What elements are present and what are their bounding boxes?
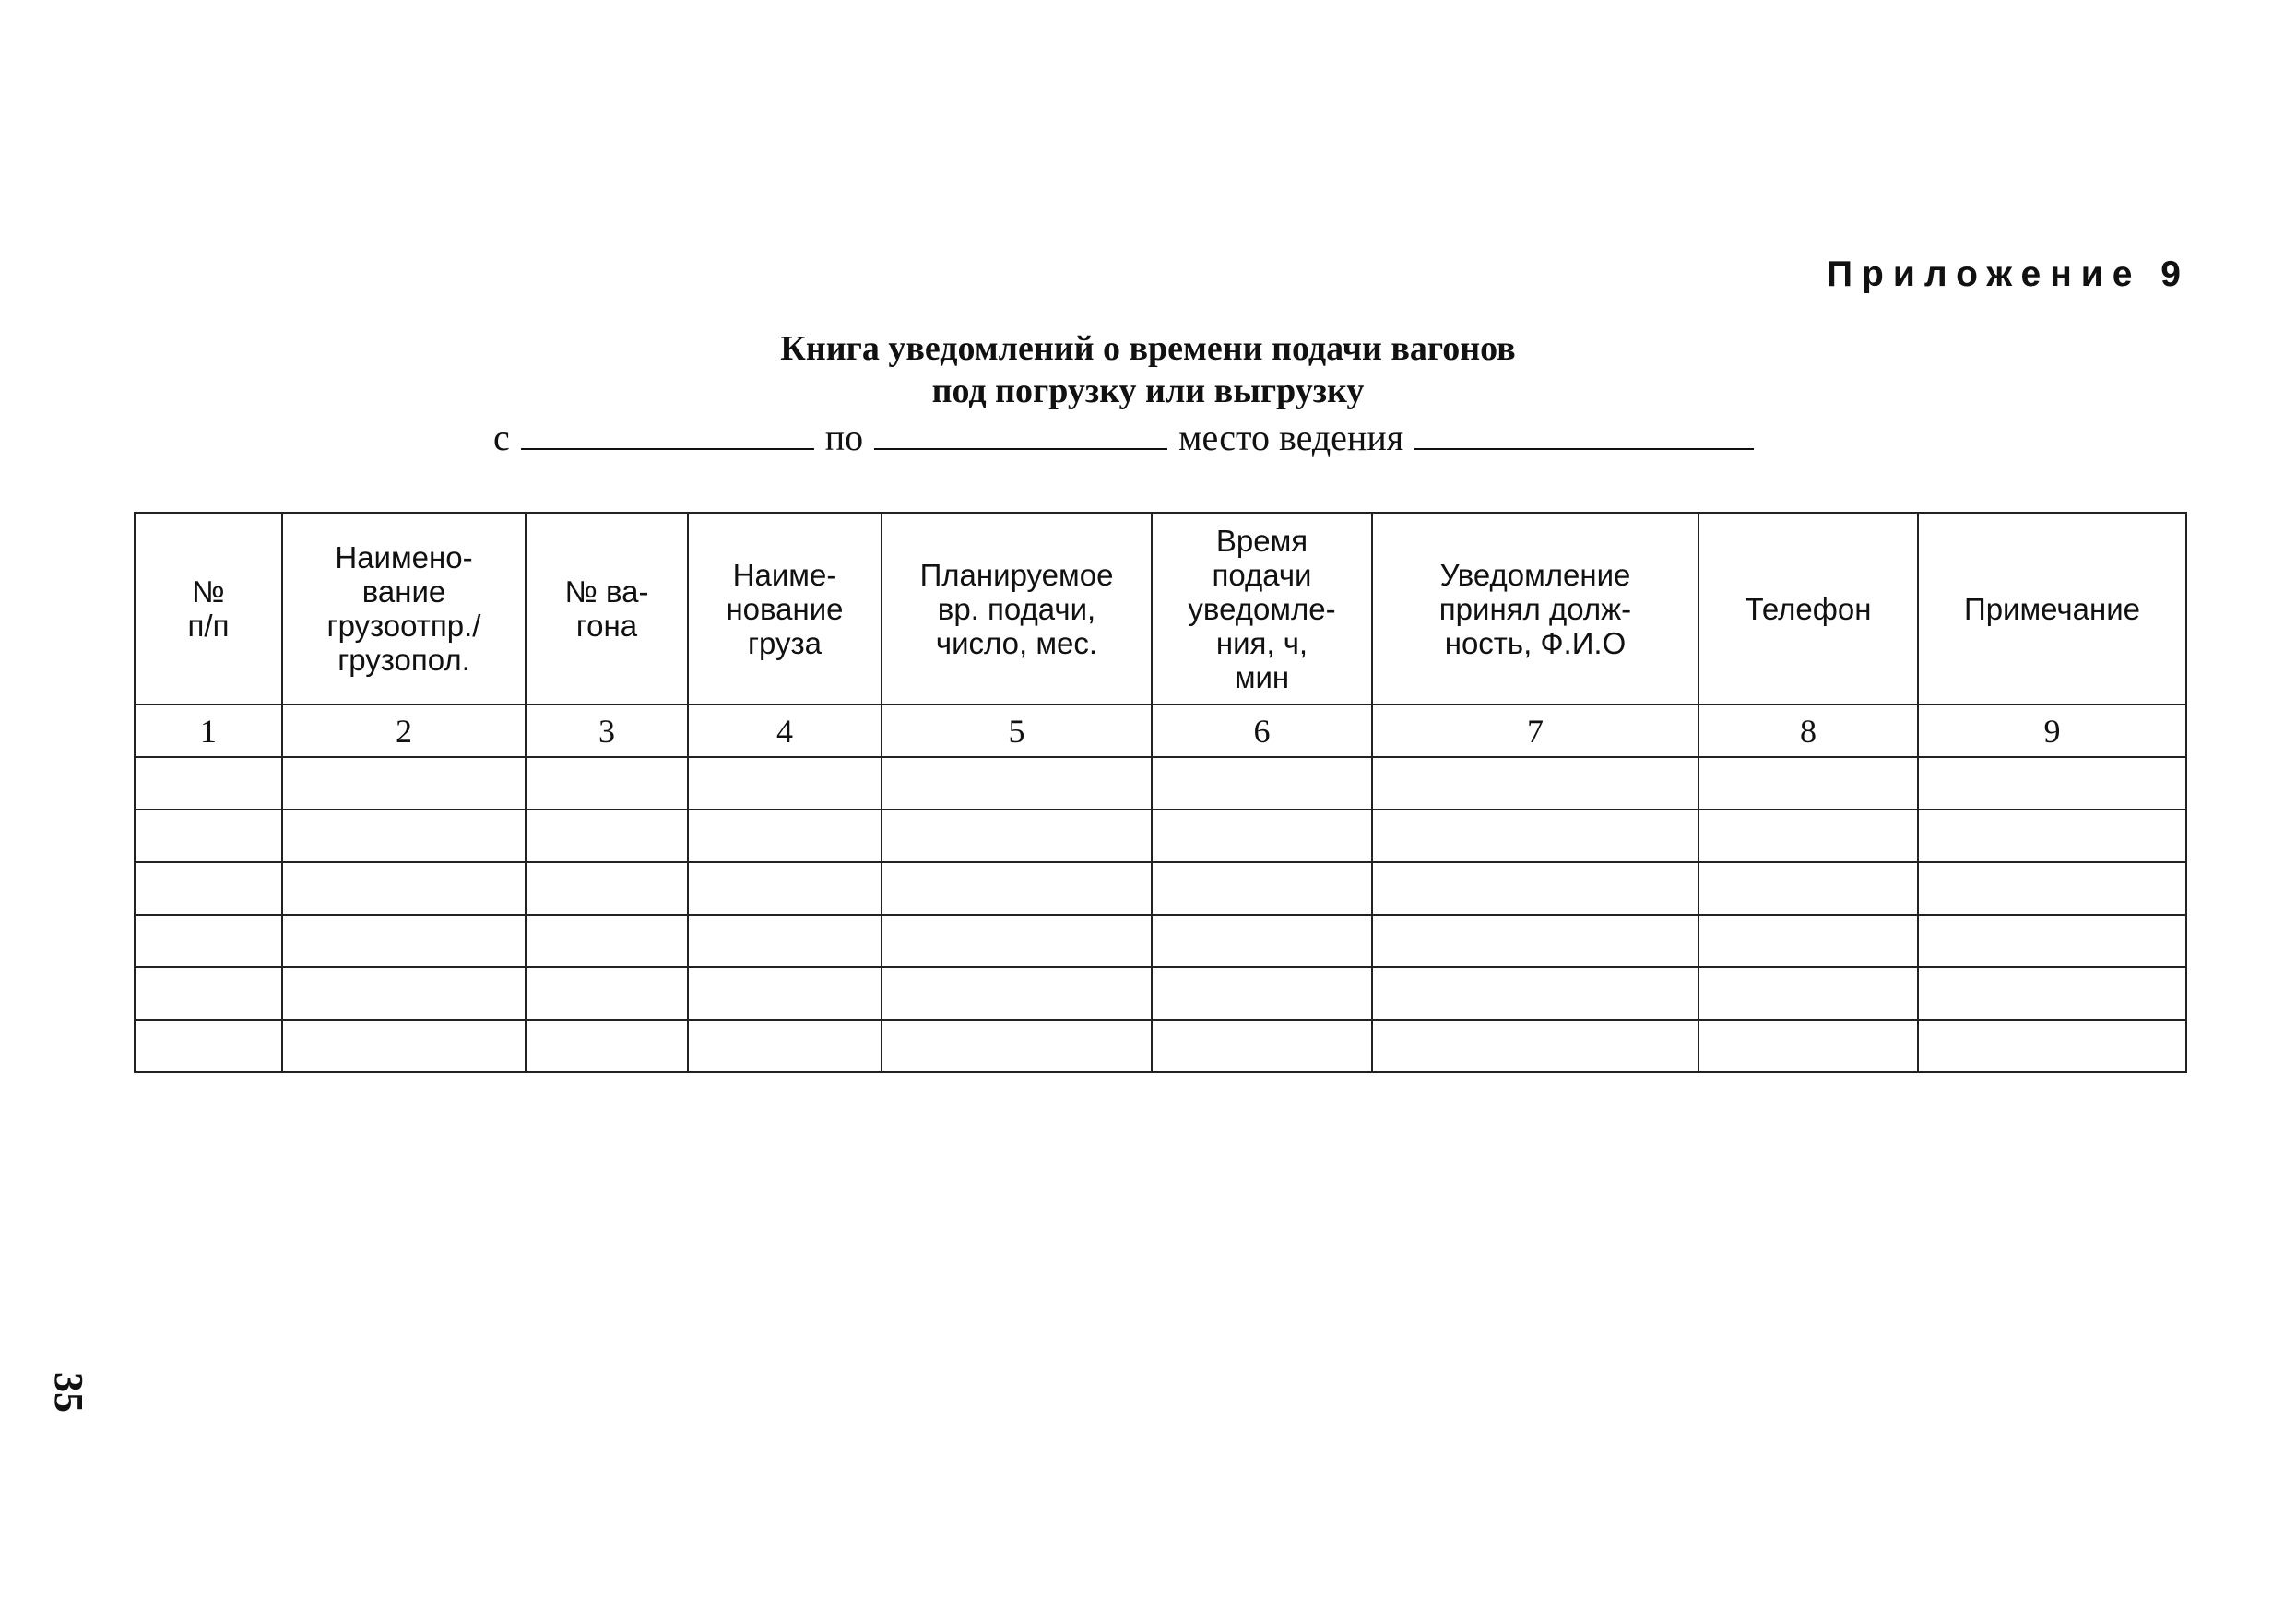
column-number: 1 xyxy=(135,704,282,757)
notification-table xyxy=(134,512,2187,1073)
to-date-blank[interactable] xyxy=(874,415,1167,450)
table-cell[interactable] xyxy=(1918,810,2186,862)
table-cell[interactable] xyxy=(1372,862,1698,915)
table-cell[interactable] xyxy=(135,862,282,915)
table-cell[interactable] xyxy=(882,915,1152,967)
table-cell[interactable] xyxy=(688,967,882,1020)
table-cell[interactable] xyxy=(1918,915,2186,967)
header-row xyxy=(135,513,2186,704)
table-cell[interactable] xyxy=(282,967,526,1020)
table-cell[interactable] xyxy=(282,862,526,915)
table-cell[interactable] xyxy=(282,757,526,810)
to-label: по xyxy=(824,417,864,458)
table-cell[interactable] xyxy=(1152,915,1372,967)
table-cell[interactable] xyxy=(1152,967,1372,1020)
table-cell[interactable] xyxy=(1152,810,1372,862)
table-cell[interactable] xyxy=(1152,1020,1372,1072)
table-cell[interactable] xyxy=(135,810,282,862)
table-cell[interactable] xyxy=(1372,1020,1698,1072)
place-label: место ведения xyxy=(1178,417,1404,458)
title-line-1: Книга уведомлений о времени подачи вагонов xyxy=(780,329,1516,368)
table-cell[interactable] xyxy=(526,862,688,915)
from-date-blank[interactable] xyxy=(521,415,814,450)
col-header-phone: Телефон xyxy=(1698,513,1918,704)
table-row xyxy=(135,810,2186,862)
col-header-cargo: Наиме- нование груза xyxy=(688,513,882,704)
column-number: 6 xyxy=(1152,704,1372,757)
table-cell[interactable] xyxy=(282,915,526,967)
col-header-wagon: № ва- гона xyxy=(526,513,688,704)
table-cell[interactable] xyxy=(882,810,1152,862)
table-cell[interactable] xyxy=(135,967,282,1020)
table-cell[interactable] xyxy=(688,810,882,862)
table-cell[interactable] xyxy=(882,862,1152,915)
table-cell[interactable] xyxy=(1918,757,2186,810)
table-row xyxy=(135,915,2186,967)
column-number-row xyxy=(135,704,2186,757)
table-cell[interactable] xyxy=(1698,1020,1918,1072)
table-cell[interactable] xyxy=(526,915,688,967)
appendix-label: Приложение 9 xyxy=(1827,254,2190,294)
page-number: 35 xyxy=(46,1372,91,1413)
col-header-planned-time: Планируемое вр. подачи, число, мес. xyxy=(882,513,1152,704)
table-cell[interactable] xyxy=(1698,862,1918,915)
place-blank[interactable] xyxy=(1414,415,1754,450)
table-row xyxy=(135,967,2186,1020)
entry-rows xyxy=(135,757,2186,1072)
table-cell[interactable] xyxy=(1698,967,1918,1020)
col-header-note: Примечание xyxy=(1918,513,2186,704)
table-cell[interactable] xyxy=(526,757,688,810)
table-cell[interactable] xyxy=(526,810,688,862)
table-cell[interactable] xyxy=(882,1020,1152,1072)
table-cell[interactable] xyxy=(688,915,882,967)
table-cell[interactable] xyxy=(688,757,882,810)
table-cell[interactable] xyxy=(135,1020,282,1072)
table-cell[interactable] xyxy=(882,967,1152,1020)
table-cell[interactable] xyxy=(135,757,282,810)
period-line xyxy=(493,415,1754,456)
table-cell[interactable] xyxy=(688,1020,882,1072)
column-number: 5 xyxy=(882,704,1152,757)
table-cell[interactable] xyxy=(282,810,526,862)
document-title xyxy=(0,327,2296,412)
table-cell[interactable] xyxy=(1918,967,2186,1020)
col-header-notice-time: Время подачи уведомле- ния, ч, мин xyxy=(1152,513,1372,704)
column-number: 9 xyxy=(1918,704,2186,757)
from-label: с xyxy=(493,417,510,458)
table-cell[interactable] xyxy=(1372,810,1698,862)
table-cell[interactable] xyxy=(1372,967,1698,1020)
table-cell[interactable] xyxy=(1698,810,1918,862)
table-cell[interactable] xyxy=(526,1020,688,1072)
table-row xyxy=(135,757,2186,810)
col-header-shipper: Наимено- вание грузоотпр./ грузопол. xyxy=(282,513,526,704)
col-header-index: № п/п xyxy=(135,513,282,704)
table-cell[interactable] xyxy=(1918,1020,2186,1072)
table-cell[interactable] xyxy=(282,1020,526,1072)
table-row xyxy=(135,1020,2186,1072)
table-cell[interactable] xyxy=(1372,757,1698,810)
table-cell[interactable] xyxy=(1698,757,1918,810)
column-number: 2 xyxy=(282,704,526,757)
table-cell[interactable] xyxy=(135,915,282,967)
table-cell[interactable] xyxy=(526,967,688,1020)
table-cell[interactable] xyxy=(1152,862,1372,915)
table-cell[interactable] xyxy=(1152,757,1372,810)
table-cell[interactable] xyxy=(1918,862,2186,915)
table-cell[interactable] xyxy=(882,757,1152,810)
table-cell[interactable] xyxy=(1372,915,1698,967)
col-header-received-by: Уведомление принял долж- ность, Ф.И.О xyxy=(1372,513,1698,704)
column-number: 7 xyxy=(1372,704,1698,757)
table-cell[interactable] xyxy=(688,862,882,915)
table-cell[interactable] xyxy=(1698,915,1918,967)
column-number: 8 xyxy=(1698,704,1918,757)
title-line-2: под погрузку или выгрузку xyxy=(931,372,1365,410)
column-number: 3 xyxy=(526,704,688,757)
table-row xyxy=(135,862,2186,915)
column-number: 4 xyxy=(688,704,882,757)
